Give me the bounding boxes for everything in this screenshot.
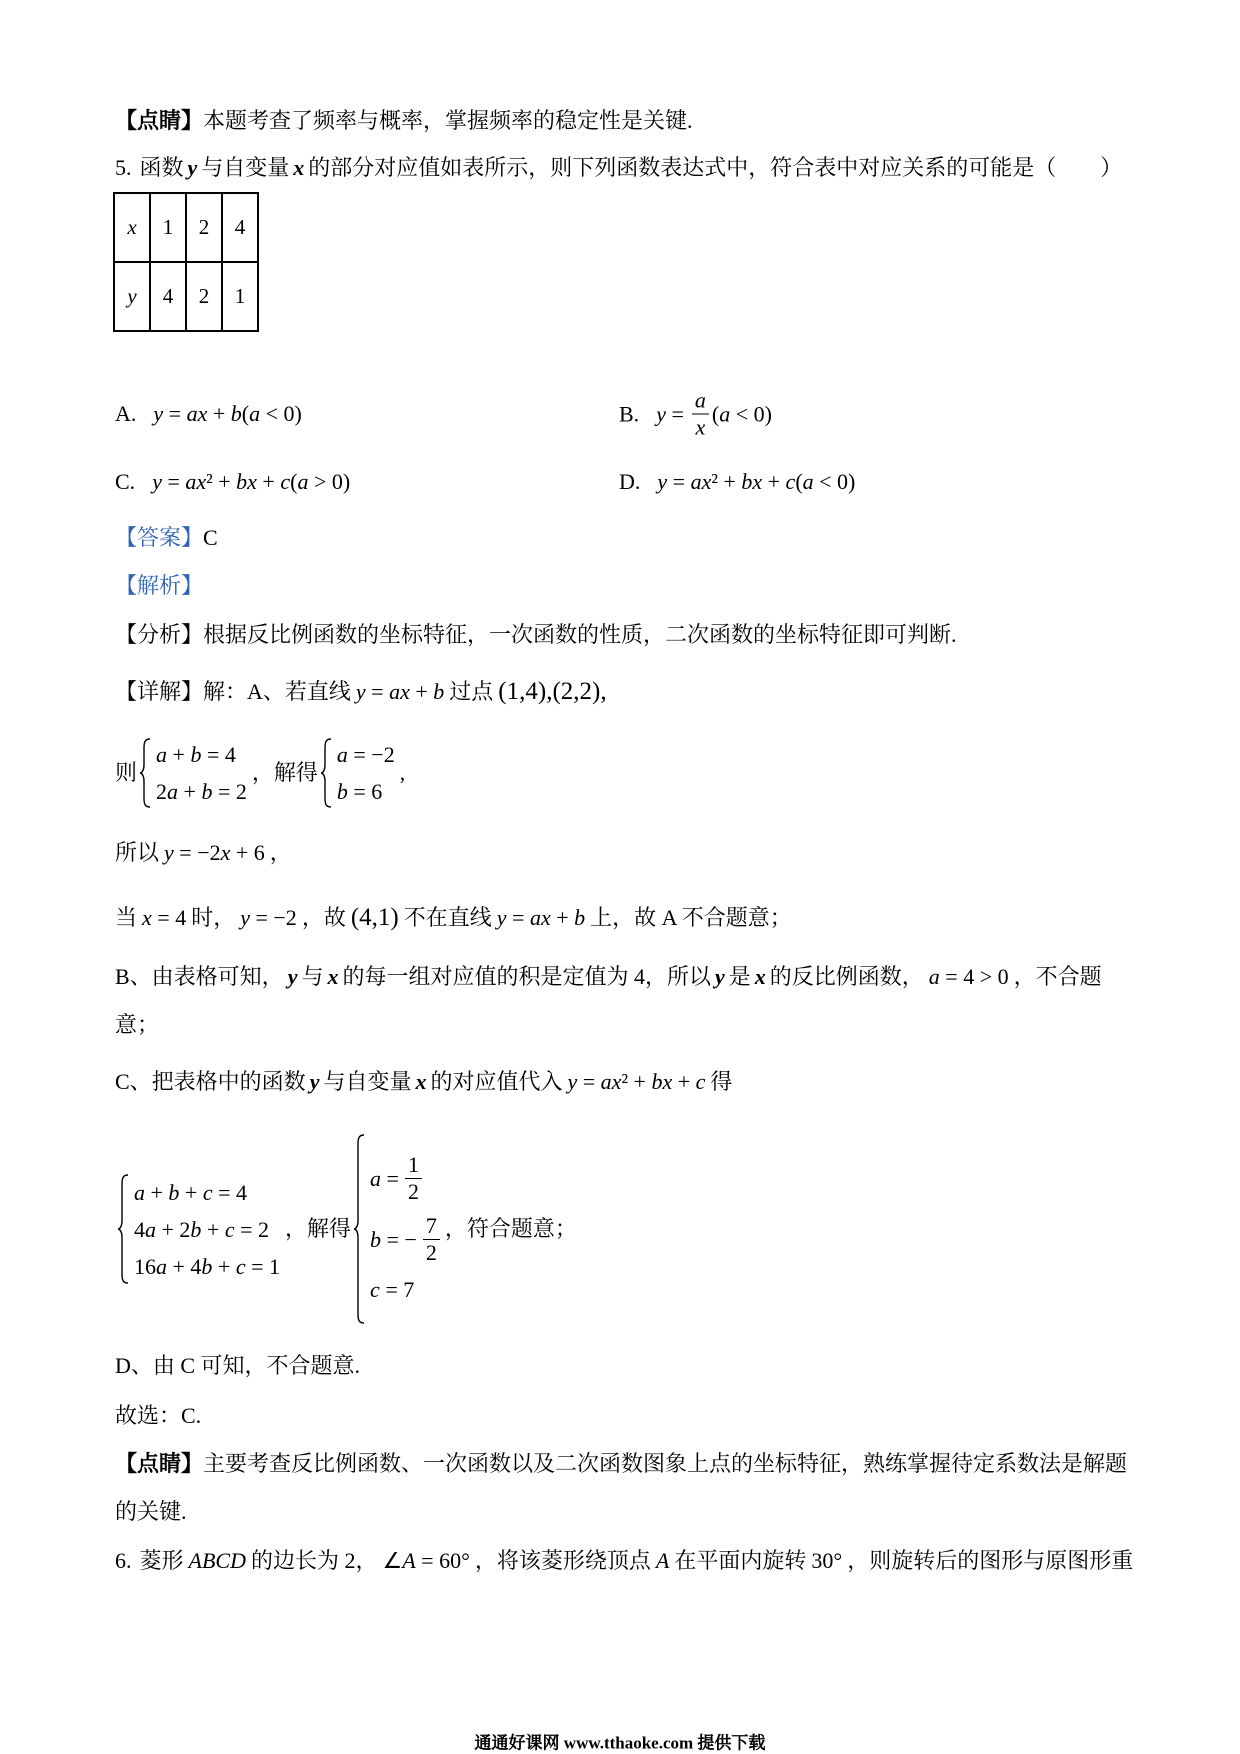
answer-tag: 【答案】 bbox=[115, 525, 204, 550]
detail-tag: 【详解】 bbox=[115, 679, 204, 704]
text-segment: 是 bbox=[728, 964, 751, 989]
table-cell: 2 bbox=[186, 262, 222, 331]
denominator: x bbox=[695, 414, 706, 440]
text-segment: 则 bbox=[115, 760, 138, 785]
previous-comment-line bbox=[115, 106, 693, 136]
math-expression: y = ax + b bbox=[496, 905, 586, 930]
numerator: 1 bbox=[405, 1153, 422, 1179]
option-expression: y = ax² + bx + c(a > 0) bbox=[152, 469, 351, 494]
comment-text: 的关键. bbox=[115, 1499, 187, 1524]
math-rhombus-name: ABCD bbox=[188, 1548, 246, 1573]
option-expression: y = ax² + bx + c(a < 0) bbox=[657, 469, 856, 494]
text-segment: ，解得 bbox=[285, 1216, 352, 1241]
text-segment: 意； bbox=[115, 1012, 160, 1037]
text-segment: D、由 C 可知，不合题意. bbox=[115, 1353, 361, 1378]
text-segment: 得 bbox=[710, 1069, 733, 1094]
equation: 4a + 2b + c = 2 bbox=[134, 1216, 270, 1242]
table-cell: 4 bbox=[222, 193, 258, 262]
variable-y: y bbox=[287, 964, 298, 989]
question-6-stem bbox=[115, 1546, 1133, 1576]
left-brace bbox=[139, 738, 151, 808]
numerator: 7 bbox=[423, 1214, 440, 1240]
closing-comment-line-1 bbox=[115, 1449, 1127, 1479]
equation: 2a + b = 2 bbox=[156, 779, 247, 804]
math-vertex: A bbox=[655, 1548, 670, 1573]
equation-lhs: a = bbox=[370, 1165, 399, 1191]
text-segment: ，符合题意； bbox=[444, 1216, 577, 1241]
table-cell: 1 bbox=[222, 262, 258, 331]
equation: 16a + 4b + c = 1 bbox=[134, 1253, 281, 1279]
stem-text: ，则旋转后的图形与原图形重 bbox=[847, 1548, 1134, 1573]
option-label: C. bbox=[115, 469, 136, 494]
stem-text: 的部分对应值如表所示，则下列函数表达式中，符合表中对应关系的可能是（ ） bbox=[308, 155, 1123, 180]
equation-system bbox=[139, 736, 250, 810]
detail-line-3 bbox=[115, 838, 292, 868]
brace-path bbox=[118, 1175, 128, 1283]
answer-line bbox=[115, 523, 218, 553]
detail-line-10 bbox=[115, 1401, 201, 1431]
table-cell: 1 bbox=[150, 193, 186, 262]
text-segment: ，解得 bbox=[251, 760, 318, 785]
text-segment: 与自变量 bbox=[323, 1069, 412, 1094]
solution-system bbox=[320, 736, 398, 810]
solution-c bbox=[367, 1275, 443, 1305]
option-expression: y = ax + b(a < 0) bbox=[153, 401, 302, 426]
detail-line-8 bbox=[115, 1134, 577, 1324]
detail-line-4 bbox=[115, 903, 792, 933]
table-row-x bbox=[114, 193, 258, 262]
equation: a + b = 4 bbox=[156, 742, 236, 767]
text-segment: 解：A、若直线 bbox=[203, 679, 351, 704]
option-label: A. bbox=[115, 401, 137, 426]
left-brace bbox=[117, 1174, 129, 1284]
variable-x: x bbox=[293, 155, 305, 180]
variable-x: x bbox=[327, 964, 339, 989]
equation-lines bbox=[367, 1153, 443, 1305]
comment-text: 主要考查反比例函数、一次函数以及二次函数图象上点的坐标特征，熟练掌握待定系数法是解题 bbox=[203, 1451, 1128, 1476]
analysis-line bbox=[115, 620, 957, 650]
math-expression: x = 4 bbox=[142, 905, 187, 930]
brace-path bbox=[354, 1135, 364, 1323]
option-b bbox=[619, 389, 772, 440]
text-segment: 与 bbox=[301, 964, 324, 989]
solution-system bbox=[353, 1134, 443, 1324]
text-segment: 的反比例函数， bbox=[769, 964, 924, 989]
math-expression: y = −2 bbox=[240, 905, 297, 930]
text-segment: ，不合题 bbox=[1013, 964, 1102, 989]
detail-line-5 bbox=[115, 962, 1102, 992]
answer-value: C bbox=[203, 525, 218, 550]
text-segment: 所以 bbox=[115, 840, 160, 865]
numerator: a bbox=[692, 389, 709, 415]
text-segment: 的每一组对应值的积是定值为 4，所以 bbox=[342, 964, 711, 989]
detail-line-9 bbox=[115, 1351, 360, 1381]
table-header-cell: y bbox=[114, 262, 150, 331]
text-segment: 当 bbox=[115, 905, 138, 930]
text-segment: ，故 bbox=[301, 905, 346, 930]
denominator: 2 bbox=[425, 1240, 437, 1265]
comment-tag: 【点睛】 bbox=[115, 108, 204, 133]
table-cell: 4 bbox=[150, 262, 186, 331]
text-segment: 过点 bbox=[449, 679, 494, 704]
equation: a + b + c = 4 bbox=[134, 1179, 248, 1205]
solution-b bbox=[367, 1214, 443, 1265]
comment-tag: 【点睛】 bbox=[115, 1451, 204, 1476]
equation: a = −2 bbox=[336, 742, 395, 767]
footer-watermark: 通通好课网 www.tthaoke.com 提供下载 bbox=[474, 1733, 766, 1753]
value-table bbox=[113, 192, 259, 332]
detail-line-2 bbox=[115, 736, 405, 810]
fraction bbox=[692, 389, 709, 440]
equation-system bbox=[117, 1174, 283, 1285]
text-segment: B、由表格可知， bbox=[115, 964, 284, 989]
equation: b = 6 bbox=[336, 779, 383, 804]
denominator: 2 bbox=[407, 1179, 419, 1204]
stem-text: ，将该菱形绕顶点 bbox=[474, 1548, 651, 1573]
equation-lines bbox=[334, 736, 398, 810]
table-header-cell: x bbox=[114, 193, 150, 262]
option-a bbox=[115, 399, 307, 429]
variable-y: y bbox=[309, 1069, 320, 1094]
question-number: 5. bbox=[115, 155, 132, 180]
equation-lines bbox=[131, 1174, 283, 1285]
text-segment: 时， bbox=[191, 905, 236, 930]
brace-path bbox=[321, 739, 331, 807]
stem-text: 的边长为 2， bbox=[250, 1548, 378, 1573]
equation-lines bbox=[153, 736, 250, 810]
math-expression: y = −2x + 6 bbox=[164, 840, 265, 865]
explanation-line bbox=[115, 571, 203, 601]
analysis-tag: 【分析】 bbox=[115, 622, 204, 647]
detail-line-1 bbox=[115, 677, 612, 707]
text-segment: C、把表格中的函数 bbox=[115, 1069, 306, 1094]
detail-line-6 bbox=[115, 1010, 159, 1040]
comment-text: 本题考查了频率与概率，掌握频率的稳定性是关键. bbox=[203, 108, 693, 133]
question-number: 6. bbox=[115, 1548, 132, 1573]
brace-path bbox=[140, 739, 150, 807]
text-segment: ， bbox=[269, 840, 292, 865]
math-points: (1,4),(2,2), bbox=[498, 678, 607, 705]
text-segment: 故选：C. bbox=[115, 1403, 202, 1428]
variable-x: x bbox=[415, 1069, 427, 1094]
math-expression: y = ax + b bbox=[355, 679, 445, 704]
math-expression: y = ax² + bx + c bbox=[567, 1069, 706, 1094]
text-segment: 的对应值代入 bbox=[430, 1069, 563, 1094]
equation-lhs: b = − bbox=[370, 1226, 417, 1252]
variable-x: x bbox=[754, 964, 766, 989]
fraction bbox=[423, 1214, 440, 1265]
analysis-text: 根据反比例函数的坐标特征，一次函数的性质，二次函数的坐标特征即可判断. bbox=[203, 622, 957, 647]
option-c bbox=[115, 467, 355, 497]
variable-y: y bbox=[714, 964, 725, 989]
option-d bbox=[619, 467, 860, 497]
equation-lhs: c = 7 bbox=[370, 1277, 415, 1302]
math-rotation-angle: 30° bbox=[811, 1548, 843, 1573]
left-brace bbox=[320, 738, 332, 808]
stem-text: 在平面内旋转 bbox=[674, 1548, 807, 1573]
math-angle: ∠A = 60° bbox=[382, 1548, 470, 1573]
text-segment: , bbox=[399, 760, 406, 785]
option-label: B. bbox=[619, 401, 640, 426]
table-row-y bbox=[114, 262, 258, 331]
closing-comment-line-2 bbox=[115, 1497, 187, 1527]
question-5-stem bbox=[115, 153, 1122, 183]
option-label: D. bbox=[619, 469, 641, 494]
option-expression-lhs: y = bbox=[656, 401, 684, 426]
text-segment: 上，故 A 不合题意； bbox=[590, 905, 792, 930]
explanation-tag: 【解析】 bbox=[115, 573, 204, 598]
text-segment: 不在直线 bbox=[403, 905, 492, 930]
detail-line-7 bbox=[115, 1067, 732, 1097]
table-cell: 2 bbox=[186, 193, 222, 262]
math-point: (4,1) bbox=[350, 904, 399, 931]
math-expression: a = 4 > 0 bbox=[928, 964, 1009, 989]
left-brace bbox=[353, 1134, 365, 1324]
variable-y: y bbox=[187, 155, 198, 180]
fraction bbox=[405, 1153, 422, 1204]
stem-text: 与自变量 bbox=[201, 155, 290, 180]
option-expression-rhs: (a < 0) bbox=[711, 401, 772, 426]
stem-text: 菱形 bbox=[139, 1548, 184, 1573]
solution-a bbox=[367, 1153, 443, 1204]
stem-text: 函数 bbox=[139, 155, 184, 180]
